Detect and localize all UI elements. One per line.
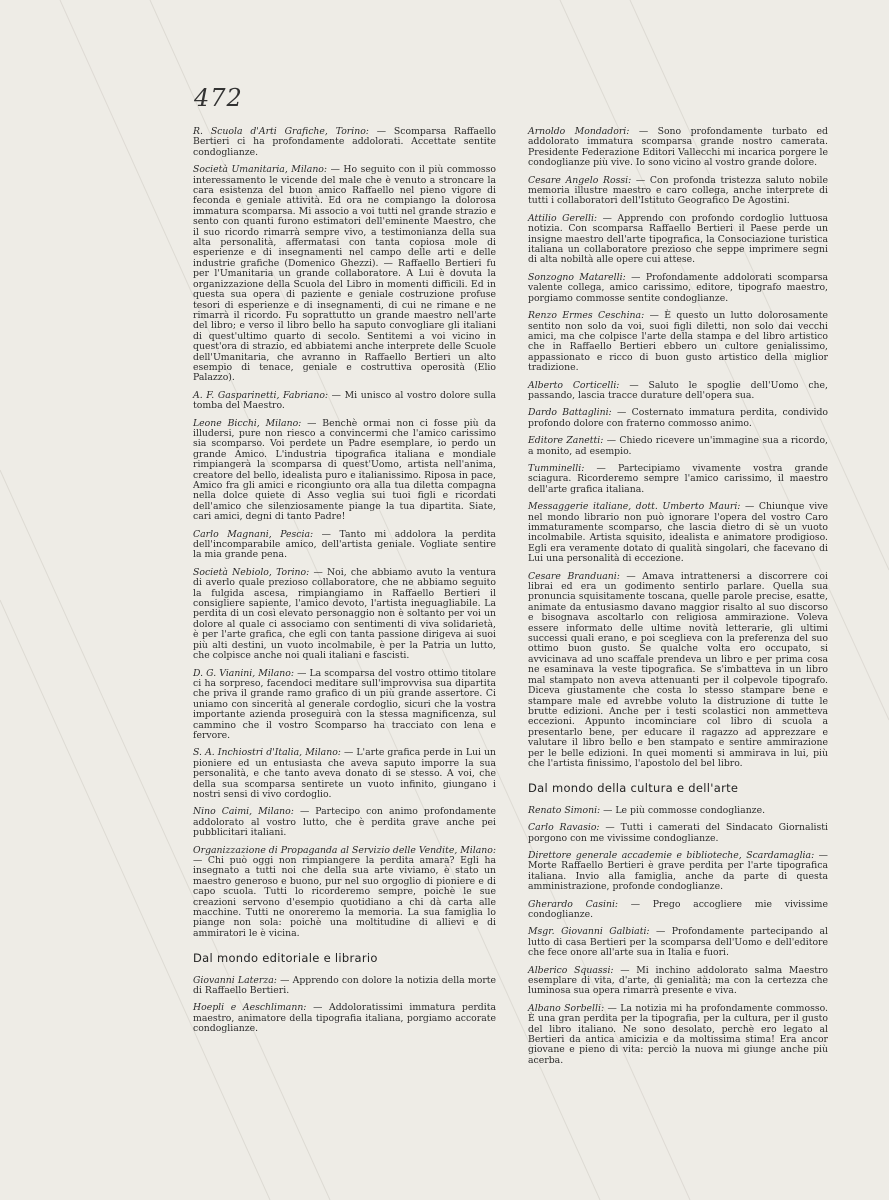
- entry: [193, 165, 496, 384]
- left-column: [193, 127, 496, 1042]
- entry: [528, 1004, 828, 1066]
- entry: [528, 273, 828, 304]
- entry-sender: Giovanni Laterza:: [193, 974, 277, 986]
- entry-sender: Dardo Battaglini:: [528, 407, 612, 419]
- page-number: 472: [194, 84, 243, 112]
- entry-sender: Hoepli e Aeschlimann:: [193, 1002, 307, 1014]
- entry-text: — È questo un lutto dolorosamente sentito non solo da voi, suoi figli diletti, non solo dai vecchi amici, ma che colpisce l'arte della stampa e del libro artistico che in Raffaello Bertieri ebbero un cultore genialissimo, appassionato e ricco di buon gusto artistico della miglior tradizione.: [528, 310, 828, 374]
- entry-text: — La scomparsa del vostro ottimo titolare ci ha sorpreso, facendoci meditare sull'improvvisa sua dipartita che priva il grande ramo grafico di un più grande assertore. Ci uniamo con sincerità al generale cordoglio, sicuri che la vostra importante azienda proseguirà con la stessa magnificenza, sul cammino che il vostro Scomparso ha tracciato con lena e fervore.: [193, 667, 496, 741]
- entry-sender: Msgr. Giovanni Galbiati:: [528, 926, 650, 938]
- entry: [193, 669, 496, 742]
- entry: [193, 976, 496, 997]
- entry-sender: Renato Simoni:: [528, 804, 601, 816]
- entry: [528, 927, 828, 958]
- entry-text: — Profondamente addolorati scomparsa valente collega, amico carissimo, editore, tipografo maestro, porgiamo commosse sentite condoglianze.: [528, 271, 829, 304]
- entry-text: — Sono profondamente turbato ed addolorato immatura scomparsa grande nostro camerata. Presidente Federazione Editori Vallecchi mi incarica porgere le condoglianze più vive. Io sono vicino al vostro grande dolore.: [528, 126, 828, 169]
- entry-text: — Benchè ormai non ci fosse più da illudersi, pure non riesco a convincermi che l'amico carissimo sia scomparso. Voi perdete un Padre esemplare, io perdo un grande Amico. L'industria tipografica italiana e mondiale rimpiangerà la scomparsa di quest'Uomo, artista nell'anima, creatore del bello, idealista puro e italianissimo. Riposa in pace, Amico fra gli amici e ricongiunto ora alla tua diletta compagna nella dolce quiete di Asso veglia sui tuoi figli e ricordati dell'amico che silenziosamente piange la tua dipartita. Siate, cari amici, degni di tanto Padre!: [193, 417, 496, 523]
- entry: [528, 823, 828, 844]
- entry-sender: S. A. Inchiostri d'Italia, Milano:: [193, 747, 341, 759]
- entry-text: — Tanto mi addolora la perdita dell'incomparabile amico, dell'artista geniale. Vogliate sentire la mia grande pena.: [193, 528, 496, 561]
- entry-sender: Alberico Squassi:: [528, 964, 614, 976]
- entry: [528, 408, 828, 429]
- entry: [193, 748, 496, 800]
- entry-text: — Con profonda tristezza saluto nobile memoria illustre maestro e caro collega, anche interprete di tutti i collaboratori dell'Istituto Geografico De Agostini.: [528, 174, 828, 207]
- entry-sender: Arnoldo Mondadori:: [528, 126, 630, 137]
- entry: [193, 807, 496, 838]
- entry-sender: A. F. Gasparinetti, Fabriano:: [193, 389, 329, 401]
- entry-text: — Chi può oggi non rimpiangere la perdita amara? Egli ha insegnato a tutti noi che della sua arte viviamo, è stato un maestro generoso e buono, pur nel suo orgoglio di pioniere e di capo scuola. Tutti lo ricorderemo sempre, poichè le sue creazioni servono d'esempio quotidiano a chi dà carta alle macchine. Tutti ne onoreremo la memoria. La sua famiglia lo piange non sola: poichè una moltitudine di allievi e di ammiratori le è vicina.: [193, 855, 496, 939]
- entry-text: — Partecipo con animo profondamente addolorato al vostro lutto, che è perdita grave anche pei pubblicitari italiani.: [193, 806, 496, 839]
- entry-text: — Saluto le spoglie dell'Uomo che, passando, lascia tracce durature dell'opera sua.: [528, 379, 828, 401]
- entry-text: — Le più commosse condoglianze.: [600, 804, 766, 816]
- entry-sender: Cesare Angelo Rossi:: [528, 174, 632, 186]
- entry-text: — Mi unisco al vostro dolore sulla tomba del Maestro.: [193, 389, 496, 412]
- entry-sender: Albano Sorbelli:: [528, 1002, 605, 1014]
- section-title: Dal mondo editoriale e librario: [193, 951, 378, 966]
- entry: [193, 530, 496, 561]
- entry-text: — Noi, che abbiamo avuto la ventura di averlo quale prezioso collaboratore, che ne abbiamo seguito la fulgida ascesa, rimpiangiamo in Raffaello Bertieri il consigliere sapiente, l'amico devoto, l'artista ineguagliabile. La perdita di un così elevato personaggio non è soltanto per voi un dolore al quale ci associamo con sentimenti di viva solidarietà, è per l'arte grafica, che egli con tanta passione dirigeva ai suoi più alti destini, un vuoto incolmabile, è per la Patria un lutto, che colpisce anche noi quali italiani e fascisti.: [193, 566, 496, 662]
- entry-text: — Apprendo con profondo cordoglio luttuosa notizia. Con scomparsa Raffaello Bertieri il Paese perde un insigne maestro dell'arte tipografica, la Consociazione turistica italiana un collaboratore prezioso che seppe imprimere segni di alta nobiltà alle opere cui attese.: [528, 212, 829, 266]
- entry-text: — Mi inchino addolorato salma Maestro esemplare di vita, d'arte, di genialità; ma con la certezza che luminosa sua opera rimarrà presente e viva.: [528, 964, 828, 997]
- entry-text: — Partecipiamo vivamente vostra grande sciagura. Ricorderemo sempre l'amico carissimo, il maestro dell'arte grafica italiana.: [528, 462, 828, 495]
- entry: [193, 419, 496, 523]
- entry: [193, 568, 496, 662]
- entry-sender: Alberto Corticelli:: [528, 379, 620, 391]
- entry: [528, 214, 828, 266]
- entry-sender: Renzo Ermes Ceschina:: [528, 310, 645, 322]
- entry-sender: Attilio Gerelli:: [528, 212, 598, 224]
- entry-sender: Cesare Branduani:: [528, 570, 620, 582]
- entry-sender: Editore Zanetti:: [528, 435, 604, 447]
- section-title: Dal mondo della cultura e dell'arte: [528, 781, 739, 796]
- entry-text: — Prego accogliere mie vivissime condoglianze.: [528, 898, 828, 920]
- entry: [528, 127, 828, 169]
- entry-text: — Amava intrattenersi a discorrere coi librai ed era un godimento sentirlo parlare. Quella sua pronuncia squisitamente toscana, quelle parole precise, esatte, animate da entusiasmo davano maggior risalto al suo discorso e bisognava ascoltarlo con religiosa ammirazione. Voleva essere informato delle ultime novità letterarie, gli ultimi successi quali erano, e poi sceglieva con la preferenza del suo ottimo buon gusto. Se qualche volta ero occupato, si avvicinava ad uno scaffale prendeva un libro e per prima cosa ne esaminava la veste tipografica. Se s'imbatteva in un libro mal stampato non aveva attenuanti per il colpevole tipografo. Diceva giustamente che costa lo stesso stampare bene e stampare male ed avrebbe voluto la distruzione di tutte le brutte edizioni. Anche per i testi scolastici non ammetteva eccezioni. Appunto incominciare col libro di scuola a presentarlo bene, per educare il ragazzo ad apprezzare e valutare il libro bello e ben stampato e sentire ammirazione per le belle edizioni. In quei momenti si ammirava in lui, più che l'artista finissimo, l'apostolo del bel libro.: [528, 570, 828, 769]
- entry-text: — Morte Raffaello Bertieri è grave perdita per l'arte tipografica italiana. Invio alla famiglia, anche da parte di questa amministrazione, profonde condoglianze.: [528, 849, 828, 893]
- entry: [193, 127, 496, 158]
- entry: [193, 1003, 496, 1034]
- entry: [528, 464, 828, 495]
- entry: [528, 176, 828, 207]
- entry-text: — La notizia mi ha profondamente commosso. È una gran perdita per la tipografia, per la cultura, per il gusto del libro italiano. Ne sono desolato, perchè ero legato al Bertieri da antica amicizia e da moltissima stima! Era ancor giovane e pieno di vita: perciò la nuova mi giunge anche più acerba.: [528, 1002, 828, 1066]
- entry: [528, 572, 828, 770]
- entry-sender: Società Nebiolo, Torino:: [193, 566, 310, 578]
- entry: [528, 502, 828, 564]
- entry-sender: Gherardo Casini:: [528, 898, 619, 910]
- entry-sender: D. G. Vianini, Milano:: [193, 667, 295, 679]
- entry-text: — Chiunque vive nel mondo librario non può ignorare l'opera del vostro Caro immaturamente scomparso, che lascia dietro di sè un vuoto incolmabile. Artista squisito, idealista e animatore prodigioso. Egli era veramente dotato di qualità singolari, che facevano di Lui una personalità di eccezione.: [528, 501, 828, 565]
- entry-text: — L'arte grafica perde in Lui un pioniere ed un entusiasta che aveva saputo imporre la sua personalità, e che tanto aveva donato di se stesso. A voi, che della sua scomparsa sentirete un vuoto infinito, giungano i nostri sensi di vivo cordoglio.: [193, 747, 497, 800]
- entry-sender: Nino Caimi, Milano:: [193, 806, 294, 818]
- entry-sender: Organizzazione di Propaganda al Servizio delle Vendite, Milano:: [193, 844, 496, 856]
- entry-sender: Sonzogno Matarelli:: [528, 271, 626, 283]
- entry-text: — Addoloratissimi immatura perdita maestro, animatore della tipografia italiana, porgiamo accorate condoglianze.: [193, 1002, 496, 1035]
- entry-sender: Tumminelli:: [528, 462, 585, 474]
- entry: [528, 851, 828, 893]
- entry: [528, 381, 828, 402]
- entry-text: — Scomparsa Raffaello Bertieri ci ha profondamente addolorati. Accettate sentite condoglianze.: [193, 126, 496, 158]
- entry-sender: Messaggerie italiane, dott. Umberto Mauri:: [528, 501, 741, 513]
- entry-text: — Chiedo ricevere un'immagine sua a ricordo, a monito, ad esempio.: [528, 435, 829, 457]
- entry-sender: Carlo Ravasio:: [528, 822, 600, 834]
- entry-text: — Tutti i camerati del Sindacato Giornalisti porgono con me vivissime condoglianze.: [528, 822, 828, 844]
- entry-sender: Carlo Magnani, Pescia:: [193, 528, 314, 540]
- entry-text: — Profondamente partecipando al lutto di casa Bertieri per la scomparsa dell'Uomo e dell'editore che fece onore all'arte sua in Italia e fuori.: [528, 926, 828, 959]
- entry-text: — Ho seguito con il più commosso interessamento le vicende del male che è venuto a stroncare la cara esistenza del buon amico Raffaello nel pieno vigore di feconda e geniale attività. Ed ora ne compiango la dolorosa immatura scomparsa. Mi associo a voi tutti nel grande strazio e sento con quanti furono estimatori dell'eminente Maestro, che il suo ricordo rimarrà sempre vivo, a testimonianza della sua alta personalità, affermatasi con tanta copiosa mole di esperienze e di insegnamenti nel campo delle arti e delle industrie grafiche (Domenico Ghezzi). — Raffaello Bertieri fu per l'Umanitaria un grande collaboratore. A Lui è dovuta la organizzazione della Scuola del Libro in momenti difficili. Ed in questa sua opera di paziente e geniale costruzione profuse tesori di esperienze e di insegnamenti, di cui ne rimane e ne rimarrà il ricordo. Fu soprattutto un grande maestro nell'arte del libro; e verso il libro bello ha saputo convogliare gli italiani di quest'ultimo quarto di secolo. Sentitemi a voi vicino in quest'ora di strazio, ed abbiatemi anche interprete delle Scuole dell'Umanitaria, che avranno in Raffaello Bertieri un alto esempio di tenace, geniale e costruttiva operosità (Elio Palazzo).: [193, 164, 497, 384]
- entry-text: — Apprendo con dolore la notizia della morte di Raffaello Bertieri.: [193, 974, 497, 997]
- entry-sender: R. Scuola d'Arti Grafiche, Torino:: [193, 126, 369, 137]
- entry-sender: Società Umanitaria, Milano:: [193, 164, 328, 176]
- entry: [528, 900, 828, 921]
- entry: [193, 846, 496, 940]
- entry: [528, 966, 828, 997]
- entry-text: — Costernato immatura perdita, condivido profondo dolore con fraterno commosso animo.: [528, 407, 828, 429]
- entry: [193, 391, 496, 412]
- entry: [528, 311, 828, 373]
- entry-sender: Direttore generale accademie e biblioteche, Scardamaglia:: [528, 849, 815, 861]
- entry: [528, 806, 828, 816]
- entry-sender: Leone Bicchi, Milano:: [193, 417, 302, 429]
- right-column: [528, 127, 828, 1073]
- entry: [528, 436, 828, 457]
